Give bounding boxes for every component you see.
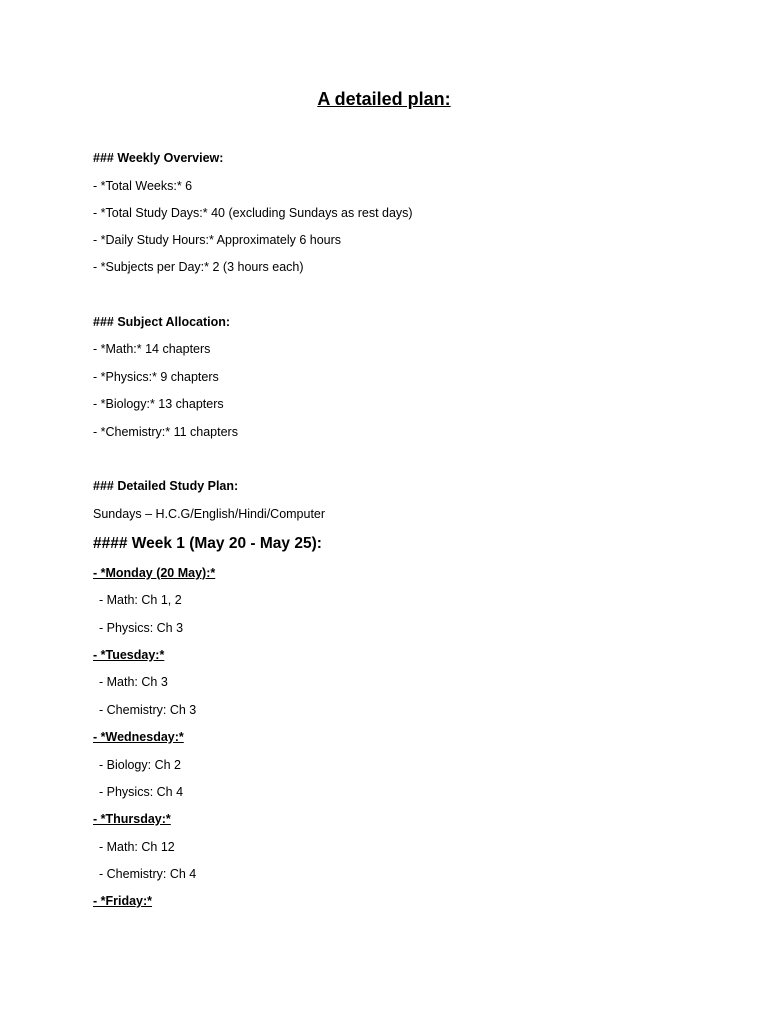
day-item-wednesday-1: - Biology: Ch 2 bbox=[99, 758, 181, 772]
overview-item-subjects-per-day: - *Subjects per Day:* 2 (3 hours each) bbox=[93, 260, 304, 274]
overview-item-daily-study-hours: - *Daily Study Hours:* Approximately 6 hours bbox=[93, 233, 342, 247]
day-label-thursday: - *Thursday:* bbox=[93, 812, 171, 826]
subject-allocation-heading: ### Subject Allocation: bbox=[93, 315, 231, 329]
day-item-tuesday-2: - Chemistry: Ch 3 bbox=[99, 703, 197, 717]
sundays-note: Sundays – H.C.G/English/Hindi/Computer bbox=[93, 507, 326, 521]
day-item-wednesday-2: - Physics: Ch 4 bbox=[99, 785, 184, 799]
overview-item-total-weeks: - *Total Weeks:* 6 bbox=[93, 179, 193, 193]
day-label-friday: - *Friday:* bbox=[93, 894, 153, 908]
weekly-overview-heading: ### Weekly Overview: bbox=[93, 151, 224, 165]
day-label-tuesday: - *Tuesday:* bbox=[93, 648, 165, 662]
allocation-item-math: - *Math:* 14 chapters bbox=[93, 342, 211, 356]
allocation-item-physics: - *Physics:* 9 chapters bbox=[93, 370, 219, 384]
week-1-heading: #### Week 1 (May 20 - May 25): bbox=[93, 535, 322, 552]
day-label-monday: - *Monday (20 May):* bbox=[93, 566, 216, 580]
day-item-monday-2: - Physics: Ch 3 bbox=[99, 621, 184, 635]
overview-item-total-study-days: - *Total Study Days:* 40 (excluding Sundays as rest days) bbox=[93, 206, 413, 220]
day-label-wednesday: - *Wednesday:* bbox=[93, 730, 184, 744]
day-item-thursday-1: - Math: Ch 12 bbox=[99, 840, 175, 854]
day-item-monday-1: - Math: Ch 1, 2 bbox=[99, 593, 182, 607]
detailed-plan-heading: ### Detailed Study Plan: bbox=[93, 479, 239, 493]
day-item-tuesday-1: - Math: Ch 3 bbox=[99, 675, 168, 689]
document-title: A detailed plan: bbox=[317, 89, 451, 109]
allocation-item-chemistry: - *Chemistry:* 11 chapters bbox=[93, 425, 238, 439]
day-item-thursday-2: - Chemistry: Ch 4 bbox=[99, 867, 197, 881]
allocation-item-biology: - *Biology:* 13 chapters bbox=[93, 397, 224, 411]
